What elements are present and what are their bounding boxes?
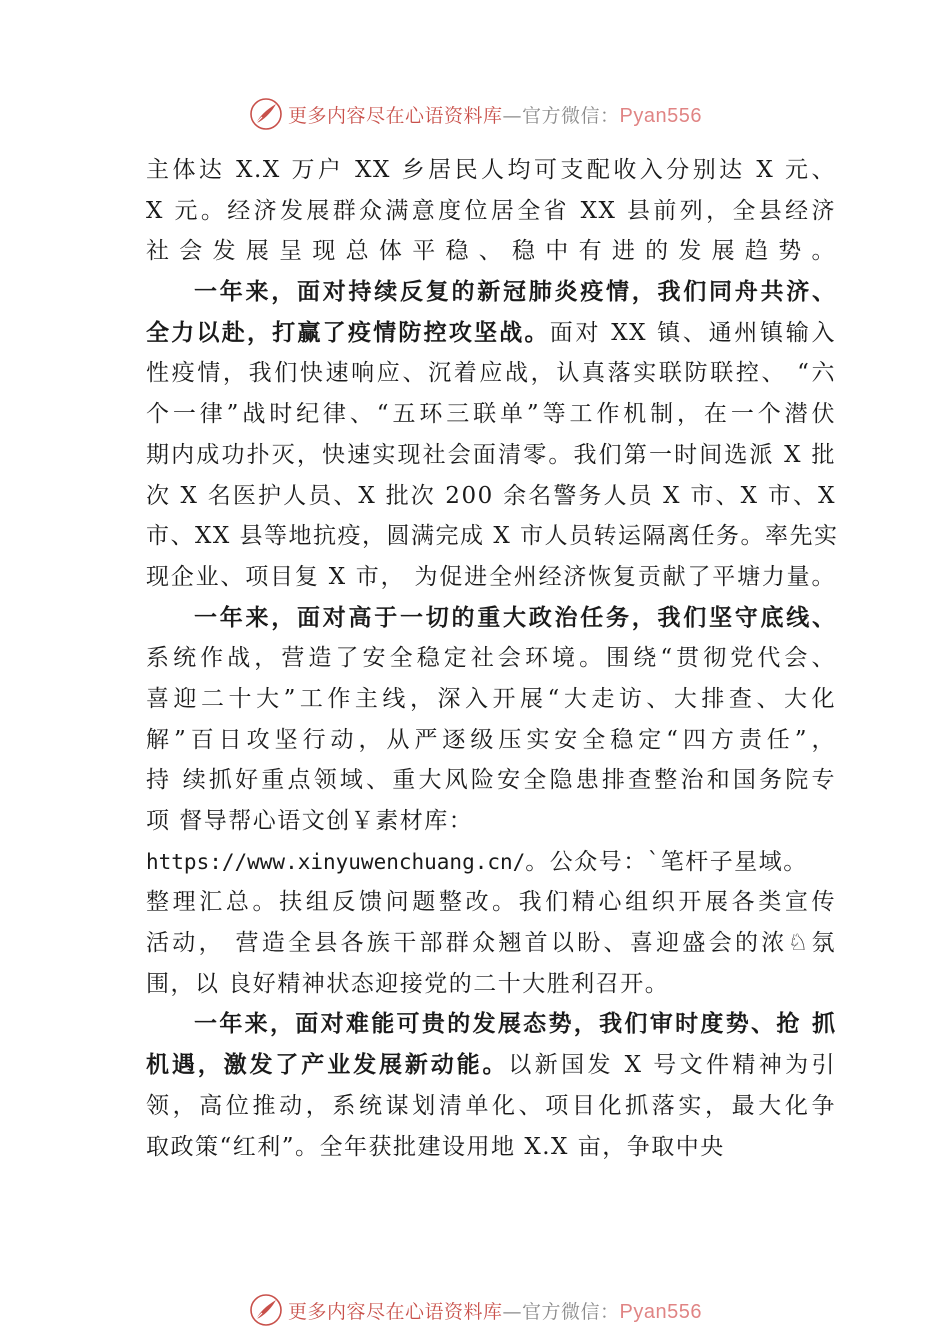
text-line: X 元。经济发展群众满意度位居全省 XX 县前列，全县经济 xyxy=(146,197,836,224)
text-line xyxy=(146,272,836,313)
watermark-main: 更多内容尽在心语资料库 xyxy=(288,1300,503,1323)
text-line: 整理汇总。扶组反馈问题整改。我们精心组织开展各类宣传 xyxy=(146,889,836,916)
header-watermark xyxy=(0,94,950,134)
text-line: 解”百日攻坚行动，从严逐级压实安全稳定“四方责任”， xyxy=(146,726,836,753)
url-text: https://www.xinyuwenchuang.cn/ xyxy=(146,849,526,874)
text-line: 社会发展呈现总体平稳、稳中有进的发展趋势。 xyxy=(146,238,836,265)
text-line: 系统作战，营造了安全稳定社会环境。围绕“贯彻党代会、 xyxy=(146,645,836,672)
body-text: 面对 XX 镇、通州镇输入 xyxy=(549,319,837,346)
bold-lead-text: 一年来，面对高于一切的重大政治任务，我们坚守底线、 xyxy=(194,604,836,631)
body-text: 以新国发 X 号文件精神为引 xyxy=(508,1052,837,1079)
watermark-separator: — xyxy=(502,1300,523,1323)
bold-lead-text: 机遇，激发了产业发展新动能。 xyxy=(146,1052,509,1079)
bold-lead-text: 一年来，面对持续反复的新冠肺炎疫情，我们同舟共济、 xyxy=(194,279,836,306)
text-line: 领，高位推动，系统谋划清单化、项目化抓落实，最大化争 xyxy=(146,1092,836,1119)
quill-logo-icon xyxy=(248,1292,284,1328)
body-text: 。公众号：`笔杆子星域。 xyxy=(525,848,808,875)
watermark-wechat-label: 官方微信： xyxy=(522,104,620,127)
bold-lead-text: 全力以赴，打赢了疫情防控攻坚战。 xyxy=(146,319,550,346)
text-line xyxy=(146,842,836,883)
text-line: 性疫情，我们快速响应、沉着应战，认真落实联防联控、 “六 xyxy=(146,360,836,387)
text-line: 喜迎二十大”工作主线，深入开展“大走访、大排查、大化 xyxy=(146,685,836,712)
watermark-separator: — xyxy=(502,104,523,127)
text-line: 活动， 营造全县各族干部群众翘首以盼、喜迎盛会的浓♘氛 xyxy=(146,930,836,957)
quill-logo-icon xyxy=(248,96,284,132)
watermark-wechat-label: 官方微信： xyxy=(522,1300,620,1323)
document-body xyxy=(146,150,839,1167)
watermark-text xyxy=(288,1297,702,1324)
text-line: 取政策“红利”。全年获批建设用地 X.X 亩，争取中央 xyxy=(146,1133,725,1160)
bold-lead-text: 一年来，面对难能可贵的发展态势，我们审时度势、抢 抓 xyxy=(194,1011,836,1038)
watermark-text xyxy=(288,101,702,128)
text-line: 期内成功扑灭，快速实现社会面清零。我们第一时间选派 X 批 xyxy=(146,441,836,468)
text-line: 主体达 X.X 万户 XX 乡居民人均可支配收入分别达 X 元、 xyxy=(146,157,836,183)
text-line: 围，以 良好精神状态迎接党的二十大胜利召开。 xyxy=(146,970,670,997)
text-line: 个一律”战时纪律、“五环三联单”等工作机制，在一个潜伏 xyxy=(146,401,836,428)
text-line xyxy=(146,313,836,354)
watermark-main: 更多内容尽在心语资料库 xyxy=(288,104,503,127)
text-line xyxy=(146,1004,836,1045)
watermark-account: Pyan556 xyxy=(619,104,702,127)
footer-watermark xyxy=(0,1290,950,1330)
text-line: 持 续抓好重点领域、重大风险安全隐患排查整治和国务院专 xyxy=(146,767,836,794)
text-line: 次 X 名医护人员、X 批次 200 余名警务人员 X 市、X 市、X xyxy=(146,482,836,509)
text-line: 市、XX 县等地抗疫，圆满完成 X 市人员转运隔离任务。率先实 xyxy=(146,523,839,550)
text-line: 项 督导帮心语文创￥素材库： xyxy=(146,808,474,834)
watermark-account: Pyan556 xyxy=(619,1300,702,1323)
text-line xyxy=(146,598,836,639)
text-line: 现企业、项目复 X 市， 为促进全州经济恢复贡献了平塘力量。 xyxy=(146,563,836,590)
text-line xyxy=(146,1045,836,1086)
